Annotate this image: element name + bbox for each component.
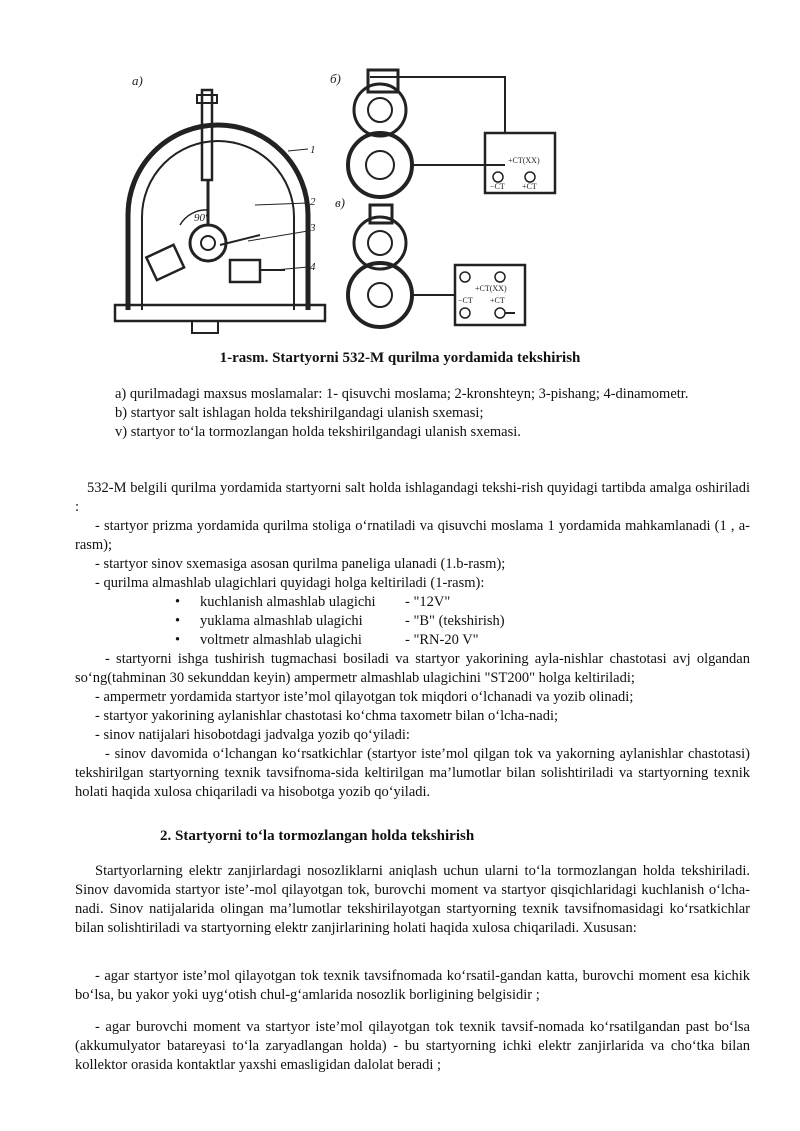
schematic-b-drawing [348, 70, 555, 197]
section1-step1: - startyor prizma yordamida qurilma stoliga o‘rnatiladi va qisuvchi moslama 1 yordamida mahkamlanadi (1 , a-rasm); [75, 518, 750, 553]
bullet-name: yuklama almashlab ulagichi [200, 613, 363, 629]
bullet-dot-icon: • [175, 613, 181, 629]
angle-label: 90° [194, 212, 210, 224]
section2-para3: - agar burovchi moment va startyor iste’mol qilayotgan tok texnik tavsif-nomada ko‘rsatilgandan past bo‘lsa (akkumulyator batareyasi to‘la zaryadlangan holda) - bu startyorning ichki elektr zanjirlarida va cho‘tka bilan kollektor orasida kontaktlar yaxshi emasligidan dalolat beradi ; [75, 1019, 750, 1073]
panel-b-left: −CT [490, 182, 505, 191]
section2-para1: Startyorlarning elektr zanjirlardagi nosozliklarni aniqlash uchun ularni to‘la tormozlangan holda tekshiriladi. Sinov davomida startyor iste’-mol qilayotgan tok, burovchi moment va startyor qisqichlaridagi kuchlanish o‘lcha-nadi. Sinov natijalarida olingan ma’lumotlar tekshirilayotgan startyorning texnik tavsifnomasidagi ko‘rsatkichlar bilan solishtiriladi va startyorning elektr zanjirlarining holati haqida xulosa chiqariladi. Xususan: [75, 863, 750, 936]
callout-4: 4 [310, 261, 316, 273]
bullet-item [75, 593, 750, 612]
section1-step7: - sinov natijalari hisobotdagi jadvalga yozib qo‘yiladi: [95, 727, 410, 743]
panel-v-right: +CT [490, 296, 505, 305]
section-1 [75, 479, 750, 802]
bullet-value: - "RN-20 V" [405, 632, 479, 648]
section2-para3-block [75, 1018, 750, 1075]
section2-heading: 2. Startyorni to‘la tormozlangan holda tekshirish [160, 828, 475, 844]
section1-step6: - startyor yakorining aylanishlar chastotasi ko‘chma taxometr bilan o‘lcha-nadi; [95, 708, 559, 724]
bullet-item [75, 631, 750, 650]
bullet-dot-icon: • [175, 632, 181, 648]
label-v: в) [335, 195, 345, 210]
bullet-name: kuchlanish almashlab ulagichi [200, 594, 376, 610]
panel-v-left: −CT [458, 296, 473, 305]
section1-step2: - startyor sinov sxemasiga asosan qurilma paneliga ulanadi (1.b-rasm); [95, 556, 506, 572]
panel-b-right: +CT [522, 182, 537, 191]
section1-step4: - startyorni ishga tushirish tugmachasi bosiladi va startyor yakorining ayla-nishlar chastotasi avj olgandan so‘ng(tahminan 30 sekunddan keyin) ampermetr almashlab ulagichini "ST200" holga keltiriladi; [75, 651, 750, 686]
figure-caption: 1-rasm. Startyorni 532-M qurilma yordamida tekshirish [219, 350, 581, 366]
panel-v-top: +CT(XX) [475, 284, 507, 293]
callout-1: 1 [310, 144, 316, 156]
section2-para1-block [75, 862, 750, 938]
label-b: б) [330, 71, 341, 86]
device-a-drawing [115, 90, 325, 333]
section1-step3: - qurilma almashlab ulagichlari quyidagi holga keltiriladi (1-rasm): [95, 575, 485, 591]
caption-item-a: a) qurilmadagi maxsus moslamalar: 1- qisuvchi moslama; 2-kronshteyn; 3-pishang; 4-dinamometr. [115, 386, 689, 402]
caption-item-b: b) startyor salt ishlagan holda tekshirilgandagi ulanish sxemasi; [115, 405, 484, 421]
section2-para2: - agar startyor iste’mol qilayotgan tok texnik tavsifnomada ko‘rsatil-gandan katta, burovchi moment esa kichik bo‘lsa, bu yakor yoki uyg‘otish chul-g‘amlarida nosozlik borligining belgisidir ; [75, 968, 750, 1003]
panel-b-top: +CT(XX) [508, 156, 540, 165]
label-a: a) [132, 73, 143, 88]
callout-2: 2 [310, 196, 316, 208]
section2-para2-block [75, 967, 750, 1005]
bullet-name: voltmetr almashlab ulagichi [200, 632, 362, 648]
figure-drawing [110, 65, 540, 340]
schematic-v-drawing [348, 205, 525, 327]
section1-step8: - sinov davomida o‘lchangan ko‘rsatkichlar (startyor iste’mol qilgan tok va yakorning aylanishlar chastotasi) tekshirilgan startyorning texnik tavsifnoma-sida keltirilgan ma’lumotlar bilan solishtiriladi va startyorning texnik holati haqida xulosa chiqariladi va hisobotga yozib qo‘yiladi. [75, 746, 750, 800]
callout-3: 3 [310, 222, 316, 234]
bullet-value: - "B" (tekshirish) [405, 613, 505, 629]
bullet-value: - "12V" [405, 594, 451, 610]
section1-intro: 532-M belgili qurilma yordamida startyorni salt holda ishlagandagi tekshi-rish quyidagi tartibda amalga oshiriladi : [75, 480, 750, 515]
caption-item-v: v) startyor to‘la tormozlangan holda tekshirilgandagi ulanish sxemasi. [115, 424, 521, 440]
caption-list [115, 385, 725, 442]
bullet-dot-icon: • [175, 594, 181, 610]
section1-step5: - ampermetr yordamida startyor iste’mol qilayotgan tok miqdori o‘lchanadi va yozib olinadi; [95, 689, 634, 705]
bullet-item [75, 612, 750, 631]
figure-startyor-532m [110, 65, 540, 340]
